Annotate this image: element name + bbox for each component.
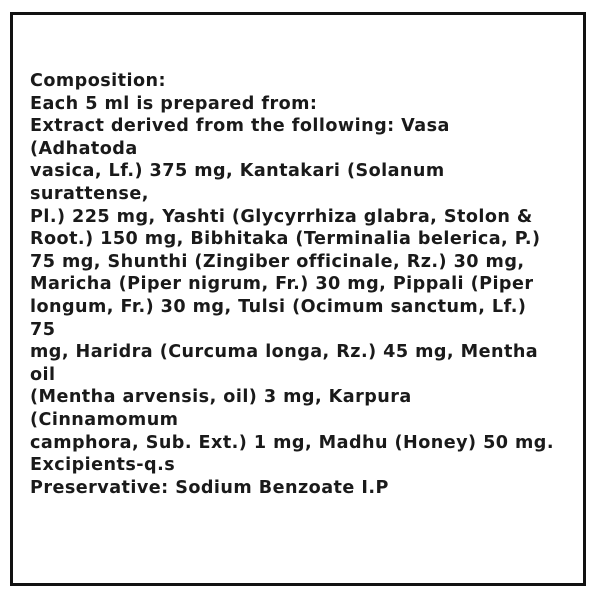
text-line: Extract derived from the following: Vasa [30,116,450,137]
text-line: (Cinnamomum [30,409,179,430]
text-line: surattense, [30,183,149,204]
text-line: camphora, Sub. Ext.) 1 mg, Madhu (Honey) 50 mg. [30,432,554,453]
text-line: vasica, Lf.) 375 mg, Kantakari (Solanum [30,161,445,182]
text-line: Pl.) 225 mg, Yashti (Glycyrrhiza glabra, Stolon & [30,206,533,227]
text-line: longum, Fr.) 30 mg, Tulsi (Ocimum sanctum, Lf.) [30,296,527,317]
composition-text [30,70,578,499]
text-line: oil [30,364,56,385]
preservative-line: Preservative: Sodium Benzoate I.P [30,477,389,498]
text-line: mg, Haridra (Curcuma longa, Rz.) 45 mg, Mentha [30,342,539,363]
text-line: 75 [30,319,56,340]
text-line: 75 mg, Shunthi (Zingiber officinale, Rz.) 30 mg, [30,251,525,272]
text-line: (Mentha arvensis, oil) 3 mg, Karpura [30,387,412,408]
text-line: Root.) 150 mg, Bibhitaka (Terminalia belerica, P.) [30,229,541,250]
text-line: (Adhatoda [30,138,138,159]
composition-heading: Composition: [30,71,167,91]
text-line: Each 5 ml is prepared from: [30,93,318,114]
excipients-line: Excipients-q.s [30,455,176,476]
text-line: Maricha (Piper nigrum, Fr.) 30 mg, Pippali (Piper [30,274,534,295]
